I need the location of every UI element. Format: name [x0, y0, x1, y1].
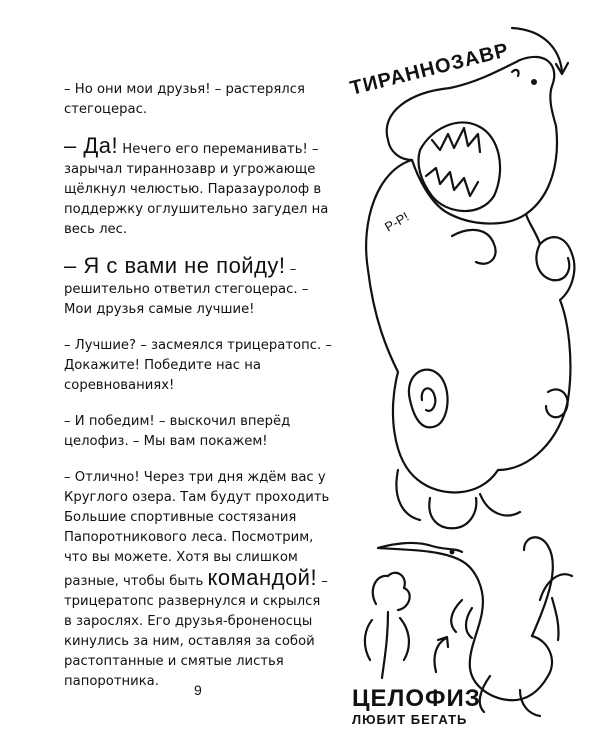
trex-teeth — [426, 128, 480, 196]
paragraph-4: – Лучшие? – засмеялся трицератопс. – Докажите! Победите нас на соревнованиях! — [64, 338, 332, 393]
shout-komandoi: командой! — [207, 565, 318, 590]
paragraph-2-text: Нечего его переманивать! – зарычал тираннозавр и угрожающе щёлкнул челюстью. Паразауролоф в поддержку оглушительно загудел на весь лес. — [64, 142, 329, 237]
paragraph-3-text: – решительно ответил стегоцерас. – Мои друзья самые лучшие! — [64, 262, 309, 317]
coelophysis-label-arrow — [434, 638, 446, 672]
paragraph-6-text-a: – Отлично! Через три дня ждём вас у Круглого озера. Там будут проходить Большие спортивные состязания Папоротникового леса. Посмотрим, что вы можете. Хотя вы слишком разные, чтобы быть — [64, 470, 330, 589]
trex-eye — [531, 79, 537, 85]
trex-nostril — [512, 70, 519, 76]
trex-side-spot — [546, 389, 568, 417]
coelophysis-tail — [524, 537, 553, 636]
trex-hand — [536, 244, 569, 280]
page-number: 9 — [194, 682, 202, 698]
paragraph-1: – Но они мои друзья! – растерялся стегоцерас. — [64, 82, 305, 117]
trex-label: ТИРАННОЗАВР — [347, 39, 512, 100]
shout-ne-poidu: – Я с вами не пойду! — [64, 253, 286, 278]
coelophysis-label: ЦЕЛОФИЗ — [352, 685, 481, 712]
trex-arm — [452, 230, 496, 264]
trex-leg-spot — [409, 370, 448, 428]
trex-leg-spot-inner — [422, 388, 436, 411]
coelophysis-eye — [450, 550, 455, 555]
paragraph-5: – И победим! – выскочил вперёд целофиз. – Мы вам покажем! — [64, 414, 291, 449]
coelophysis-arrow-head — [438, 637, 448, 647]
paragraph-6-text-b: – трицератопс развернулся и скрылся в зарослях. Его друзья-броненосцы кинулись за ним, оставляя за собой растоптанные и смятые листья папоротника. — [64, 574, 328, 689]
coelophysis-arms — [451, 600, 472, 638]
trex-roar: Р-Р! — [382, 208, 412, 235]
coelophysis-caption: ЛЮБИТ БЕГАТЬ — [352, 712, 468, 727]
fern-plant — [365, 573, 410, 678]
trex-label-arrow — [512, 28, 562, 72]
shout-da: – Да! — [64, 133, 119, 158]
